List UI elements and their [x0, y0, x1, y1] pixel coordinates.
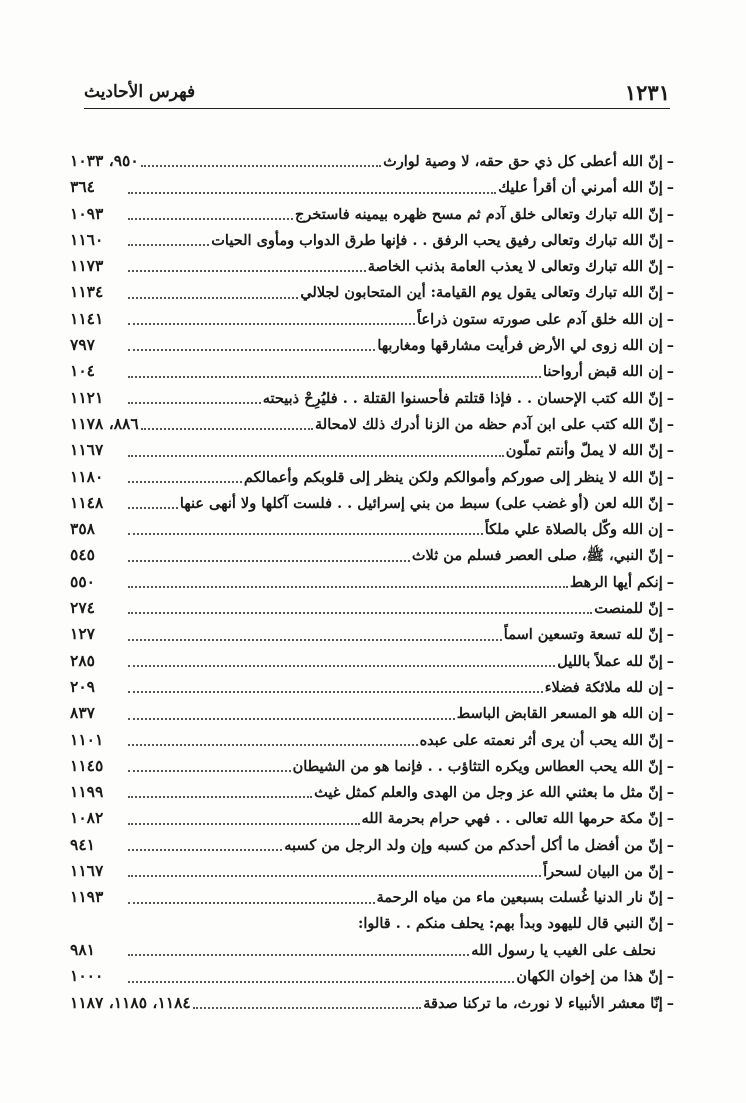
entry-dash: – [666, 153, 674, 170]
index-entry [70, 385, 674, 411]
entry-dash: – [666, 678, 674, 696]
entry-dash: – [666, 889, 674, 907]
index-entry [70, 227, 674, 253]
entry-page-numbers: ٣٥٨ [70, 519, 95, 539]
index-entry [70, 306, 674, 332]
entry-dash: – [666, 731, 674, 749]
page-header [84, 78, 670, 109]
index-entry [70, 674, 674, 700]
dot-leader [141, 165, 381, 167]
entry-text: إنّ الله تبارك وتعالى رفيق يحب الرفق . . فإنها طرق الدواب ومأوى الحيات [211, 231, 663, 249]
entry-page-numbers: ١١٦٧ [70, 861, 104, 881]
index-entry [70, 753, 674, 779]
dot-leader [193, 1007, 421, 1009]
entry-dash: – [666, 363, 674, 381]
entry-text: إنّ النبي، ﷺ، صلى العصر فسلم من ثلاث [411, 547, 663, 565]
entry-page-numbers: ٩٨١ [70, 939, 95, 959]
index-entry [70, 832, 674, 858]
entry-text: إنّ الله يحب العطاس ويكره التثاؤب . . فإنما هو من الشيطان [292, 757, 663, 775]
index-entry [70, 884, 674, 910]
entry-dash: – [666, 810, 674, 828]
entry-text: إنّ النبي قال لليهود وبدأ بهم: يحلف منكم . . قالوا: [358, 914, 663, 932]
dot-leader [128, 560, 410, 562]
entry-page-numbers: ١٠٠٠ [70, 966, 104, 986]
entry-page-numbers: ٥٥٠ [70, 571, 95, 591]
entry-page-numbers: ١١٨٠ [70, 466, 104, 486]
entry-dash: – [666, 836, 674, 854]
entry-dash: – [666, 310, 674, 328]
dot-leader [128, 796, 312, 798]
entry-dash: – [666, 205, 674, 223]
dot-leader [128, 349, 375, 351]
entry-text: إن الله وكّل بالصلاة علي ملكاً [484, 521, 663, 539]
entry-page-numbers: ٣٦٤ [70, 177, 95, 197]
index-entry [70, 595, 674, 621]
entry-text: إن الله قبض أرواحنا [543, 363, 663, 381]
entry-page-numbers: ١١٩٣ [70, 887, 104, 907]
index-entry [70, 727, 674, 753]
dot-leader [128, 691, 543, 693]
dot-leader [128, 297, 298, 299]
entry-text: إنّ من أفضل ما أكل أحدكم من كسبه وإن ولد الرجل من كسبه [284, 836, 663, 854]
index-entry [70, 569, 674, 595]
dot-leader [128, 823, 360, 825]
index-entry [70, 437, 674, 463]
entry-page-numbers: ١٠٩٣ [70, 203, 104, 223]
index-entry [70, 937, 674, 963]
entry-text: إن الله زوى لي الأرض فرأيت مشارقها ومغاربها [377, 337, 663, 355]
index-entry [70, 490, 674, 516]
entry-text: إن الله هو المسعر القابض الباسط [456, 705, 663, 723]
entry-dash: – [666, 994, 674, 1012]
entry-page-numbers: ١١٦٧ [70, 440, 104, 460]
entry-dash: – [666, 231, 674, 249]
entry-dash: – [666, 757, 674, 775]
entry-dash: – [666, 521, 674, 539]
entry-text: إنّ الله كتب على ابن آدم حظه من الزنا أدرك ذلك لامحالة [315, 415, 663, 433]
entry-page-numbers: ٢٨٥ [70, 650, 95, 670]
index-entry [70, 332, 674, 358]
dot-leader [128, 612, 592, 614]
dot-leader [128, 875, 541, 877]
entry-page-numbers: ١٠٤ [70, 361, 95, 381]
dot-leader [128, 639, 502, 641]
entry-page-numbers: ١١٦٠ [70, 229, 104, 249]
dot-leader [128, 323, 415, 325]
entry-text: إنّ الله لا ينظر إلى صوركم وأموالكم ولكن ينظر إلى قلوبكم وأعمالكم [243, 468, 663, 486]
entry-text: إنكم أيها الرهط [569, 573, 663, 591]
index-entry [70, 990, 674, 1016]
entry-text: إنّ من البيان لسحراً [543, 863, 663, 881]
index-entry [70, 648, 674, 674]
entry-page-numbers: ٩٥٠، ١٠٣٣ [70, 151, 139, 170]
entry-dash: – [666, 494, 674, 512]
entry-text: إنّ الله تبارك وتعالى يقول يوم القيامة: أين المتحابون لجلالي [300, 284, 663, 302]
entry-text: إنّ للمنصت [594, 600, 663, 618]
index-entry [70, 858, 674, 884]
entry-page-numbers: ٥٤٥ [70, 545, 95, 565]
entry-text: إنّ الله لعن (أو غضب على) سبط من بني إسرائيل . . فلست آكلها ولا أنهى عنها [179, 494, 663, 512]
entry-text: إنّ الله يحب أن يرى أثر نعمته على عبده [419, 731, 663, 749]
entry-dash: – [666, 784, 674, 802]
dot-leader [128, 455, 504, 457]
entry-dash: – [666, 547, 674, 565]
index-entry [70, 805, 674, 831]
entry-page-numbers: ٩٤١ [70, 834, 95, 854]
entry-page-numbers: ١٠٨٢ [70, 808, 104, 828]
dot-leader [128, 902, 375, 904]
entry-dash: – [666, 415, 674, 433]
entry-text: إنّ الله تبارك وتعالى خلق آدم ثم مسح ظهره بيمينه فاستخرج [295, 205, 663, 223]
entry-dash: – [666, 442, 674, 460]
dot-leader [128, 402, 261, 404]
entry-text: إنّ مثل ما بعثني الله عز وجل من الهدى والعلم كمثل غيث [314, 784, 663, 802]
entry-dash: – [666, 626, 674, 644]
index-entry [70, 621, 674, 647]
dot-leader [128, 507, 178, 509]
running-title: فهرس الأحاديث [84, 82, 196, 102]
entry-text: نحلف على الغيب يا رسول الله [471, 941, 656, 959]
dot-leader [128, 244, 209, 246]
entry-dash: – [666, 258, 674, 276]
index-entry [70, 542, 674, 568]
entry-dash: – [666, 600, 674, 618]
entry-page-numbers: ١١٨٤، ١١٨٥، ١١٨٧ [70, 992, 191, 1012]
hadith-index-list [70, 148, 674, 1016]
dot-leader [128, 481, 242, 483]
entry-page-numbers: ١١٤٥ [70, 755, 104, 775]
entry-dash: – [666, 652, 674, 670]
dot-leader [128, 665, 555, 667]
entry-dash: – [666, 863, 674, 881]
entry-text: إنّ الله لا يملّ وأنتم تملّون [505, 442, 663, 460]
dot-leader [128, 270, 366, 272]
index-entry [70, 911, 674, 937]
entry-text: إنّ الله أمرني أن أقرأ عليك [498, 179, 663, 197]
entry-dash: – [666, 179, 674, 197]
entry-dash: – [666, 573, 674, 591]
dot-leader [128, 533, 483, 535]
dot-leader [128, 718, 455, 720]
entry-page-numbers: ١١٤٨ [70, 492, 104, 512]
index-entry [70, 174, 674, 200]
entry-text: إنّ مكة حرمها الله تعالى . . فهي حرام بحرمة الله [361, 810, 663, 828]
entry-text: إن الله خلق آدم على صورته ستون ذراعاً [417, 310, 663, 328]
dot-leader [128, 954, 469, 956]
dot-leader [128, 849, 282, 851]
index-entry [70, 148, 674, 174]
entry-text: إنّ لله تسعة وتسعين اسماً [503, 626, 663, 644]
entry-dash: – [666, 468, 674, 486]
entry-text: إنّ الله كتب الإحسان . . فإذا قتلتم فأحسنوا القتلة . . فليُرِحْ ذبيحته [262, 389, 663, 407]
entry-page-numbers: ١١٣٤ [70, 282, 104, 302]
dot-leader [128, 586, 568, 588]
dot-leader [128, 218, 293, 220]
index-entry [70, 358, 674, 384]
entry-text: إنّ لله عملاً بالليل [557, 652, 663, 670]
index-entry [70, 779, 674, 805]
dot-leader [141, 428, 313, 430]
entry-text: إنّ هذا من إخوان الكهان [516, 968, 663, 986]
entry-text: إنّ الله تبارك وتعالى لا يعذب العامة بذنب الخاصة [367, 258, 663, 276]
entry-text: إنّ الله أعطى كل ذي حق حقه، لا وصية لوارث [383, 153, 663, 170]
dot-leader [128, 192, 496, 194]
index-entry [70, 411, 674, 437]
index-entry [70, 700, 674, 726]
entry-page-numbers: ١١٢١ [70, 387, 104, 407]
entry-dash: – [666, 914, 674, 932]
index-entry [70, 279, 674, 305]
entry-page-numbers: ١١٤١ [70, 308, 104, 328]
dot-leader [128, 376, 541, 378]
entry-dash: – [666, 337, 674, 355]
entry-dash: – [666, 968, 674, 986]
dot-leader [128, 770, 291, 772]
dot-leader [128, 981, 514, 983]
entry-dash: – [666, 705, 674, 723]
index-entry [70, 963, 674, 989]
entry-page-numbers: ١١٧٣ [70, 256, 104, 276]
entry-dash: – [666, 389, 674, 407]
entry-page-numbers: ٢٠٩ [70, 676, 95, 696]
entry-dash: – [666, 284, 674, 302]
index-entry [70, 201, 674, 227]
index-entry [70, 464, 674, 490]
entry-text: إنّا معشر الأنبياء لا نورث، ما تركنا صدقة [423, 994, 663, 1012]
page-number: ١٢٣١ [624, 80, 670, 105]
index-entry [70, 516, 674, 542]
entry-text: إن لله ملائكة فضلاء [544, 678, 663, 696]
entry-page-numbers: ١١٠١ [70, 729, 104, 749]
entry-page-numbers: ٢٧٤ [70, 598, 95, 618]
entry-page-numbers: ١٢٧ [70, 624, 95, 644]
index-entry [70, 253, 674, 279]
dot-leader [128, 744, 418, 746]
entry-page-numbers: ٨٨٦، ١١٧٨ [70, 413, 139, 433]
entry-page-numbers: ٨٣٧ [70, 703, 95, 723]
entry-page-numbers: ٧٩٧ [70, 335, 95, 355]
entry-text: إنّ نار الدنيا غُسلت بسبعين ماء من مياه الرحمة [376, 889, 663, 907]
entry-page-numbers: ١١٩٩ [70, 782, 104, 802]
